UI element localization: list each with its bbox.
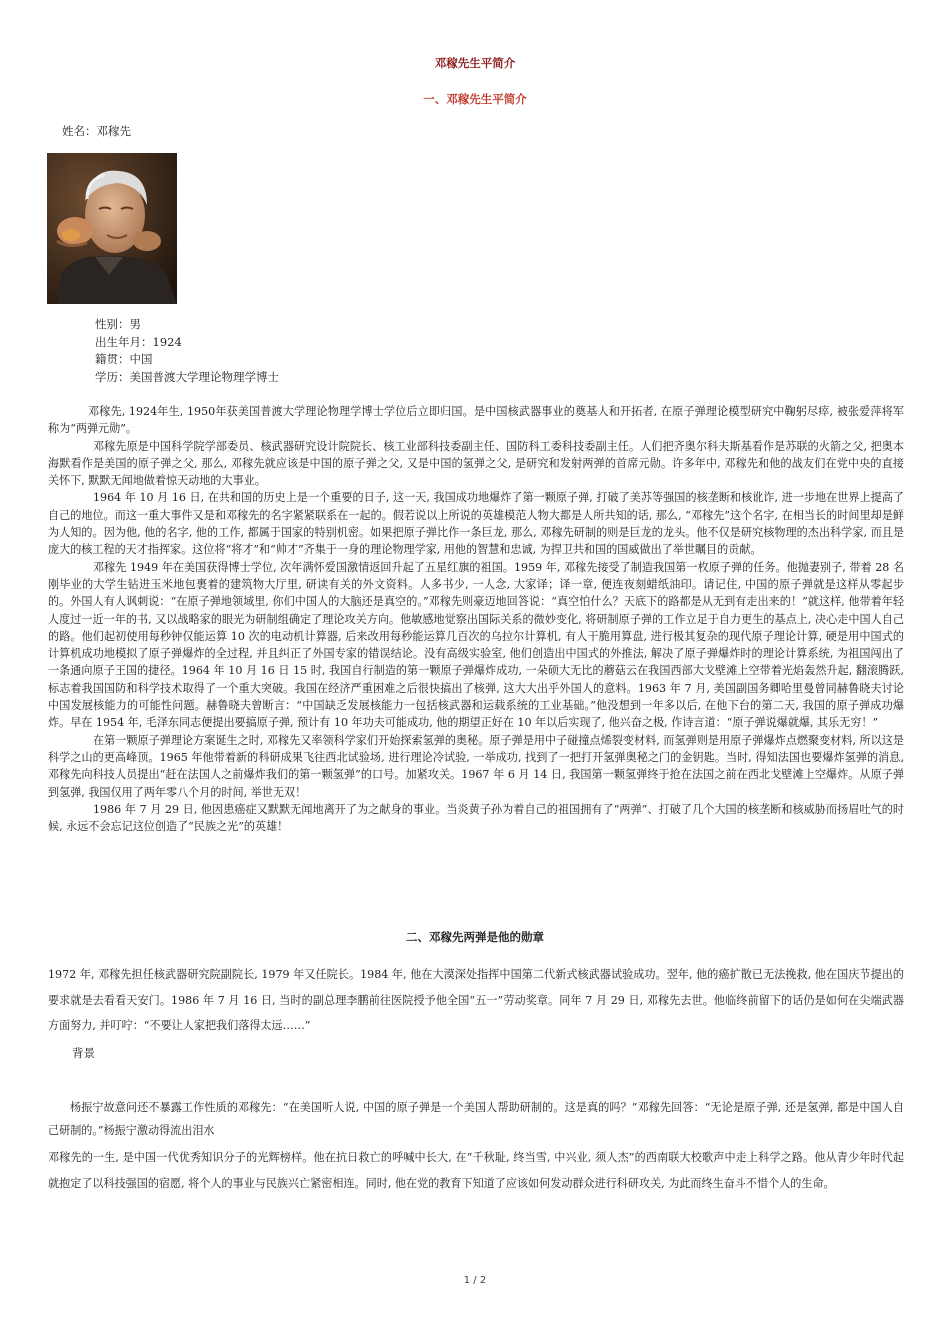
birth-line: 出生年月：1924 bbox=[95, 334, 182, 349]
bio-paragraph-2: 邓稼先原是中国科学院学部委员、核武器研究设计院院长、核工业部科技委副主任、国防科工委科技委副主任。人们把齐奥尔科夫斯基看作是苏联的火箭之父, 把奥本海默看作是美国的原子弹之父, 那么, 邓稼先就应该是中国的原子弹之父, 又是中国的氢弹之父, 是研究和发射两弹的首席元勋。许多年中, 邓稼先和他的战友们在党中央的直接关怀下, 默默无闻地做着惊天动地的大事业。 bbox=[48, 439, 904, 488]
closing-paragraph: 邓稼先的一生, 是中国一代优秀知识分子的光辉榜样。他在抗日救亡的呼喊中长大, 在“千秋耻, 终当雪, 中兴业, 须人杰”的西南联大校歌声中走上科学之路。他从青少年时代起就抱定了以科技强国的宿愿, 将个人的事业与民族兴亡紧密相连。同时, 他在党的教育下知道了应该如何发动群众进行科研攻关, 为此而终生奋斗不惜个人的生命。 bbox=[48, 1151, 904, 1190]
portrait-photo bbox=[47, 153, 177, 304]
origin-line: 籍贯：中国 bbox=[95, 352, 153, 366]
quote-paragraph: 杨振宁故意问还不暴露工作性质的邓稼先：“在美国听人说, 中国的原子弹是一个美国人帮助研制的。这是真的吗？”邓稼先回答：“无论是原子弹, 还是氢弹, 都是中国人自己研制的。”杨振宁激动得流出泪水 bbox=[48, 1101, 904, 1137]
bio-paragraph-1: 邓稼先, 1924年生, 1950年获美国普渡大学理论物理学博士学位后立即归国。是中国核武器事业的奠基人和开拓者, 在原子弹理论模型研究中鞠躬尽瘁, 被张爱萍将军称为“两弹元勋”。 bbox=[48, 405, 904, 436]
name-line: 姓名：邓稼先 bbox=[62, 124, 131, 138]
background-label: 背景 bbox=[72, 1046, 95, 1060]
bio-paragraph-3: 1964 年 10 月 16 日, 在共和国的历史上是一个重要的日子, 这一天, 我国成功地爆炸了第一颗原子弹, 打破了美苏等强国的核垄断和核讹诈, 进一步地在世界上提高了自己的地位。而这一重大事件又是和邓稼先的名字紧紧联系在一起的。假若说以上所说的英雄模范人物大都是人所共知的话, 那么, “邓稼先”这个名字, 在相当长的时间里却是鲜为人知的。因为他, 他的名字, 他的工作, 都属于国家的特别机密。如果把原子弹比作一条巨龙, 那么, 邓稼先研制的则是巨龙的龙头。他不仅是研究核物理的杰出科学家, 而且是庞大的核工程的天才指挥家。这位将“将才”和“帅才”齐集于一身的理论物理学家, 用他的智慧和忠诚, 为捍卫共和国的国威做出了举世瞩目的贡献。 bbox=[48, 491, 904, 557]
education-line: 学历：美国普渡大学理论物理学博士 bbox=[95, 369, 279, 384]
portrait-illustration bbox=[47, 153, 177, 304]
quote-section bbox=[48, 1096, 904, 1142]
closing-section bbox=[48, 1145, 904, 1196]
bio-paragraph-6: 1986 年 7 月 29 日, 他因患癌症又默默无闻地离开了为之献身的事业。当炎黄子孙为着自己的祖国拥有了“两弹”、打破了几个大国的核垄断和核威胁而扬眉吐气的时候, 永远不会忘记这位创造了“民族之光”的英雄！ bbox=[48, 802, 904, 834]
biography-section bbox=[48, 403, 904, 835]
section-1-title: 一、邓稼先生平简介 bbox=[423, 92, 527, 106]
section-2-body bbox=[48, 962, 904, 1039]
section-2-title: 二、邓稼先两弹是他的勋章 bbox=[406, 930, 544, 944]
document-title: 邓稼先生平简介 bbox=[434, 56, 516, 70]
gender-line: 性别：男 bbox=[95, 317, 141, 331]
page-number: 1 / 2 bbox=[463, 1275, 487, 1286]
bio-paragraph-5: 在第一颗原子弹理论方案诞生之时, 邓稼先又率领科学家们开始探索氢弹的奥秘。原子弹是用中子碰撞点烯裂变材料, 而氢弹则是用原子弹爆炸点燃聚变材料, 所以这是科学之山的更高峰顶。1965 年他带着新的科研成果飞往西北试验场, 进行理论冷试验, 一举成功, 找到了一把打开氢弹奥秘之门的金钥匙。当时, 得知法国也要爆炸氢弹的消息, 邓稼先向科技人员提出“赶在法国人之前爆炸我们的第一颗氢弹”的口号。加紧攻关。1967 年 6 月 14 日, 我国第一颗氢弹终于抢在法国之前在西北戈壁滩上空爆炸。从原子弹到氢弹, 我国仅用了两年零八个月的时间, 举世无双！ bbox=[48, 733, 904, 799]
personal-info bbox=[95, 316, 279, 386]
bio-paragraph-4: 邓稼先 1949 年在美国获得博士学位, 次年满怀爱国激情返回升起了五星红旗的祖国。1959 年, 邓稼先接受了制造我国第一枚原子弹的任务。他抛妻别子, 带着 28 名刚毕业的大学生钻进玉米地包裹着的建筑物大厅里, 研读有关的外文资料。人多书少, 一人念, 大家译；译一章, 便连夜刻蜡纸油印。请记住, 中国的原子弹就是这样从零起步的。外国人有人讽刺说：“在原子弹地领域里, 你们中国人的大脑还是真空的。”邓稼先则豪迈地回答说：“真空怕什么？天底下的路都是从无到有走出来的！”就这样, 他带着年轻人度过一近一年的书, 又以战略家的眼光为研制组确定了理论攻关方向。他敏感地觉察出国际关系的微妙变化, 将研制原子弹的工作立足于自力更生的基点上, 决心走中国人自己的路。他们起初使用每秒钟仅能运算 10 次的电动机计算器, 后来改用每秒能运算几百次的乌拉尔计算机, 有人干脆用算盘, 进行极其复杂的现代原子理论计算, 硬是用中国式的计算机成功地模拟了原子弹爆炸的全过程, 并且纠正了外国专家的错误结论。没有高级实验室, 他们创造出中国式的外推法, 解决了原子弹爆炸时的理论计算系统, 为祖国闯出了一条通向原子王国的捷径。1964 年 10 月 16 日 15 时, 我国自行制造的第一颗原子弹爆炸成功, 一朵硕大无比的蘑菇云在我国西部大戈壁滩上空带着光焰轰然升起, 翻滚腾跃, 标志着我国国防和科学技术取得了一个重大突破。我国在经济严重困难之后很快搞出了核弹, 这大大出乎外国人的意料。1963 年 7 月, 美国副国务卿哈里曼曾同赫鲁晓夫讨论中国发展核能力的可能性问题。赫鲁晓夫曾断言：“中国缺乏发展核能力一包括核武器和运载系统的工业基础。”他没想到一年多以后, 在他下台的第二天, 我国的原子弹成功爆炸。早在 1954 年, 毛泽东同志便提出要搞原子弹, 预计有 10 年功夫可能成功, 他的期望正好在 10 年以后实现了, 他兴奋之极, 作诗言道：“原子弹说爆就爆, 其乐无穷！” bbox=[48, 560, 904, 730]
section-2-paragraph: 1972 年, 邓稼先担任核武器研究院副院长, 1979 年又任院长。1984 年, 他在大漠深处指挥中国第二代新式核武器试验成功。翌年, 他的癌扩散已无法挽救, 他在国庆节提出的要求就是去看看天安门。1986 年 7 月 16 日, 当时的副总理李鹏前往医院授予他全国“五一”劳动奖章。同年 7 月 29 日, 邓稼先去世。他临终前留下的话仍是如何在尖端武器方面努力, 并叮咛：“不要让人家把我们落得太远……” bbox=[48, 968, 904, 1033]
